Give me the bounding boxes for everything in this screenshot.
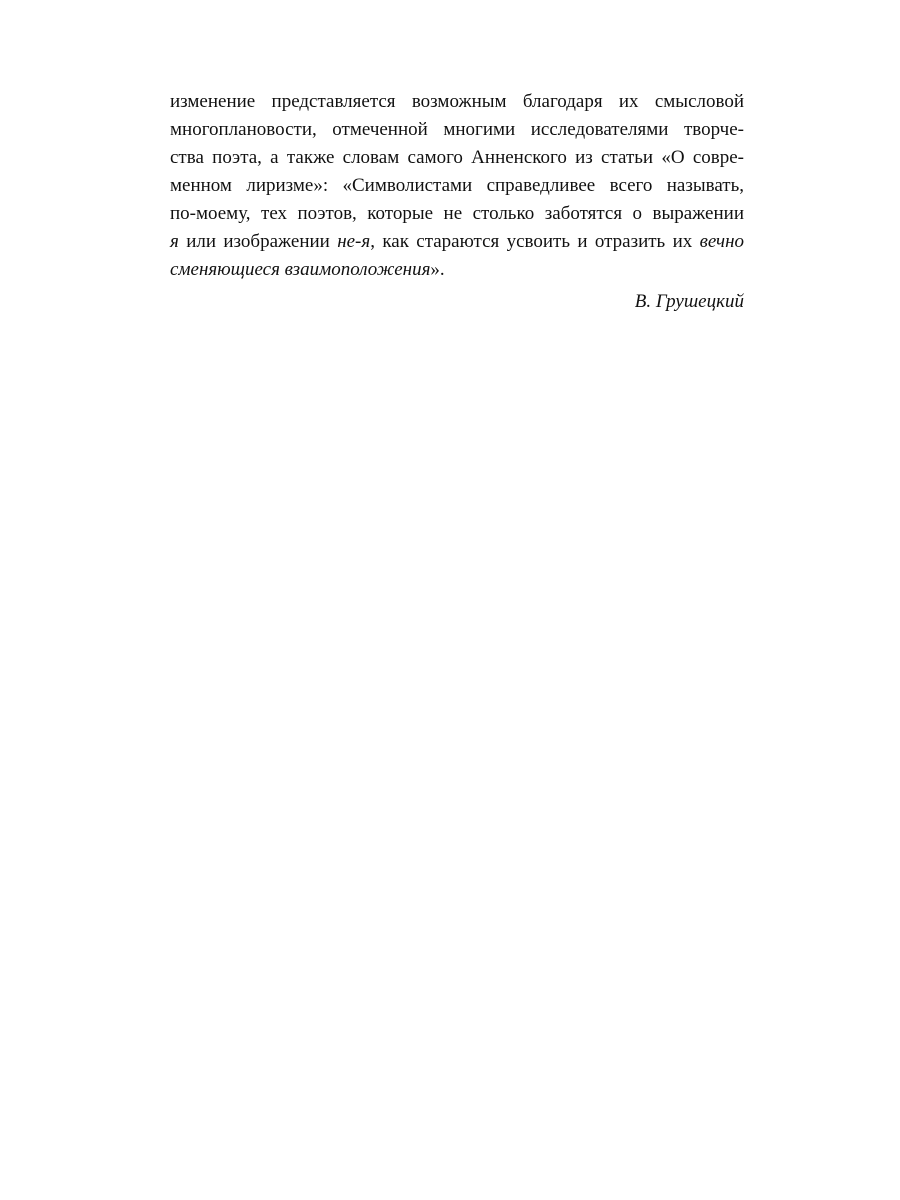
text-line: [170, 144, 744, 172]
text-segment: или изображении: [178, 231, 338, 252]
text-line: [170, 116, 744, 144]
text-segment: по-моему, тех поэтов, которые не столько заботятся о выражении: [170, 203, 744, 224]
text-line: [170, 172, 744, 200]
author-signature: В. Грушецкий: [634, 291, 744, 312]
text-segment: менном лиризме»: «Символистами справедливее всего называть,: [170, 175, 744, 196]
text-segment: изменение представляется возможным благодаря их смысловой: [170, 91, 744, 112]
italic-text: вечно: [699, 231, 745, 252]
text-line: [170, 88, 744, 116]
text-line: [170, 200, 744, 228]
italic-text: сменяющиеся взаимоположения: [170, 259, 431, 280]
italic-text: я: [170, 231, 179, 252]
italic-text: не-я: [337, 231, 371, 252]
page-content: [170, 88, 744, 316]
text-line: [170, 256, 744, 284]
text-segment: ».: [430, 259, 445, 280]
text-segment: ства поэта, а также словам самого Анненского из статьи «О совре-: [170, 147, 744, 168]
text-segment: многоплановости, отмеченной многими исследователями творче-: [170, 119, 744, 140]
body-paragraph: [170, 88, 744, 284]
text-segment: , как стараются усвоить и отразить их: [370, 231, 700, 252]
text-line: [170, 228, 744, 256]
